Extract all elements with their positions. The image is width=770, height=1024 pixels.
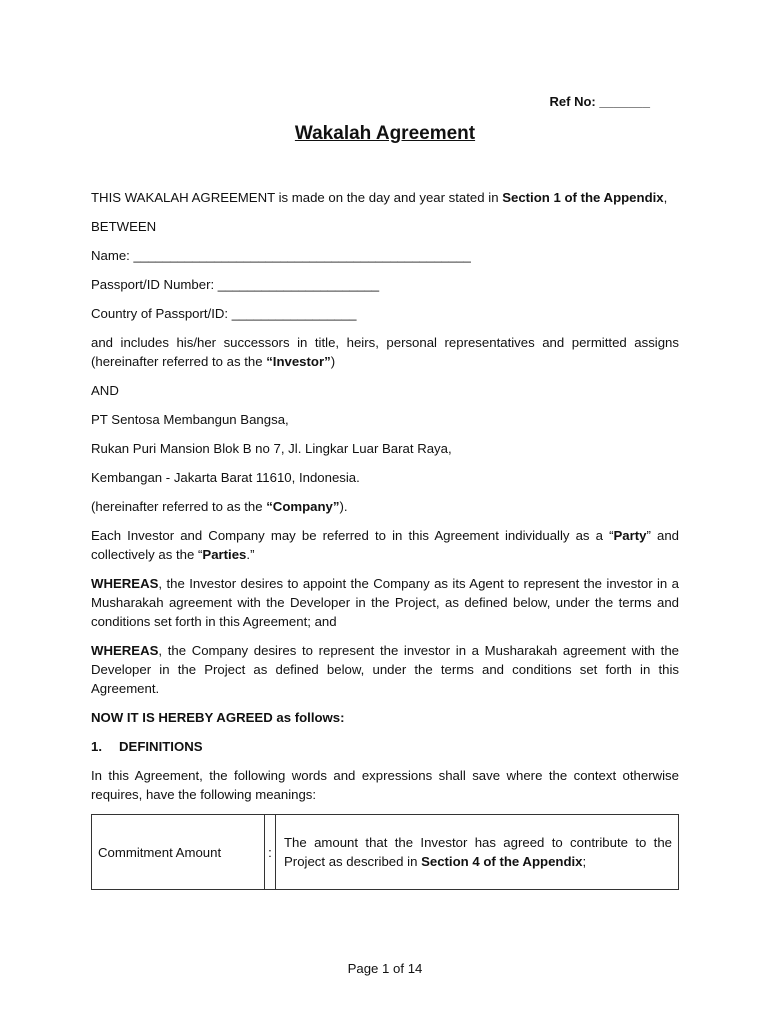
passport-field-line: Passport/ID Number: ______________________ [91, 277, 380, 292]
whereas-paragraph-2: WHEREAS, the Company desires to represent the investor in a Musharakah agreement with the Developer in the Project as defined below, under the terms and conditions set forth in this Agreement. [91, 643, 679, 696]
definitions-intro: In this Agreement, the following words and expressions shall save where the context otherwise requires, have the following meanings: [91, 768, 679, 802]
definitions-table [91, 814, 679, 890]
section-number: 1. [91, 739, 102, 754]
agreed-heading: NOW IT IS HEREBY AGREED as follows: [91, 710, 345, 725]
investor-paragraph: and includes his/her successors in title, heirs, personal representatives and permitted assigns (hereinafter referred to as the “Investor”) [91, 335, 679, 369]
and-label: AND [91, 383, 119, 398]
name-field-line: Name: ______________________________________________ [91, 248, 471, 263]
parties-paragraph: Each Investor and Company may be referred to in this Agreement individually as a “Party” and collectively as the “Parties.” [91, 528, 679, 562]
company-address-line-1: Rukan Puri Mansion Blok B no 7, Jl. Lingkar Luar Barat Raya, [91, 441, 452, 456]
company-paragraph: (hereinafter referred to as the “Company”). [91, 499, 348, 514]
section-title: DEFINITIONS [119, 739, 203, 754]
between-label: BETWEEN [91, 219, 157, 234]
section-heading [91, 737, 679, 756]
definition-colon: : [265, 815, 276, 890]
company-address-line-2: Kembangan - Jakarta Barat 11610, Indonesia. [91, 470, 360, 485]
intro-paragraph: THIS WAKALAH AGREEMENT is made on the day and year stated in Section 1 of the Appendix, [91, 190, 668, 205]
document-body [91, 188, 679, 890]
company-name: PT Sentosa Membangun Bangsa, [91, 412, 289, 427]
table-row [92, 815, 679, 890]
ref-number: Ref No: _______ [549, 94, 650, 109]
document-title: Wakalah Agreement [294, 123, 476, 144]
whereas-paragraph-1: WHEREAS, the Investor desires to appoint the Company as its Agent to represent the investor in a Musharakah agreement with the Developer in the Project, as defined below, under the terms and conditions set forth in this Agreement; and [91, 576, 679, 629]
country-field-line: Country of Passport/ID: _________________ [91, 306, 357, 321]
definition-meaning: The amount that the Investor has agreed to contribute to the Project as described in Section 4 of the Appendix; [276, 815, 679, 890]
page-number: Page 1 of 14 [347, 961, 423, 976]
definition-term: Commitment Amount [92, 815, 265, 890]
